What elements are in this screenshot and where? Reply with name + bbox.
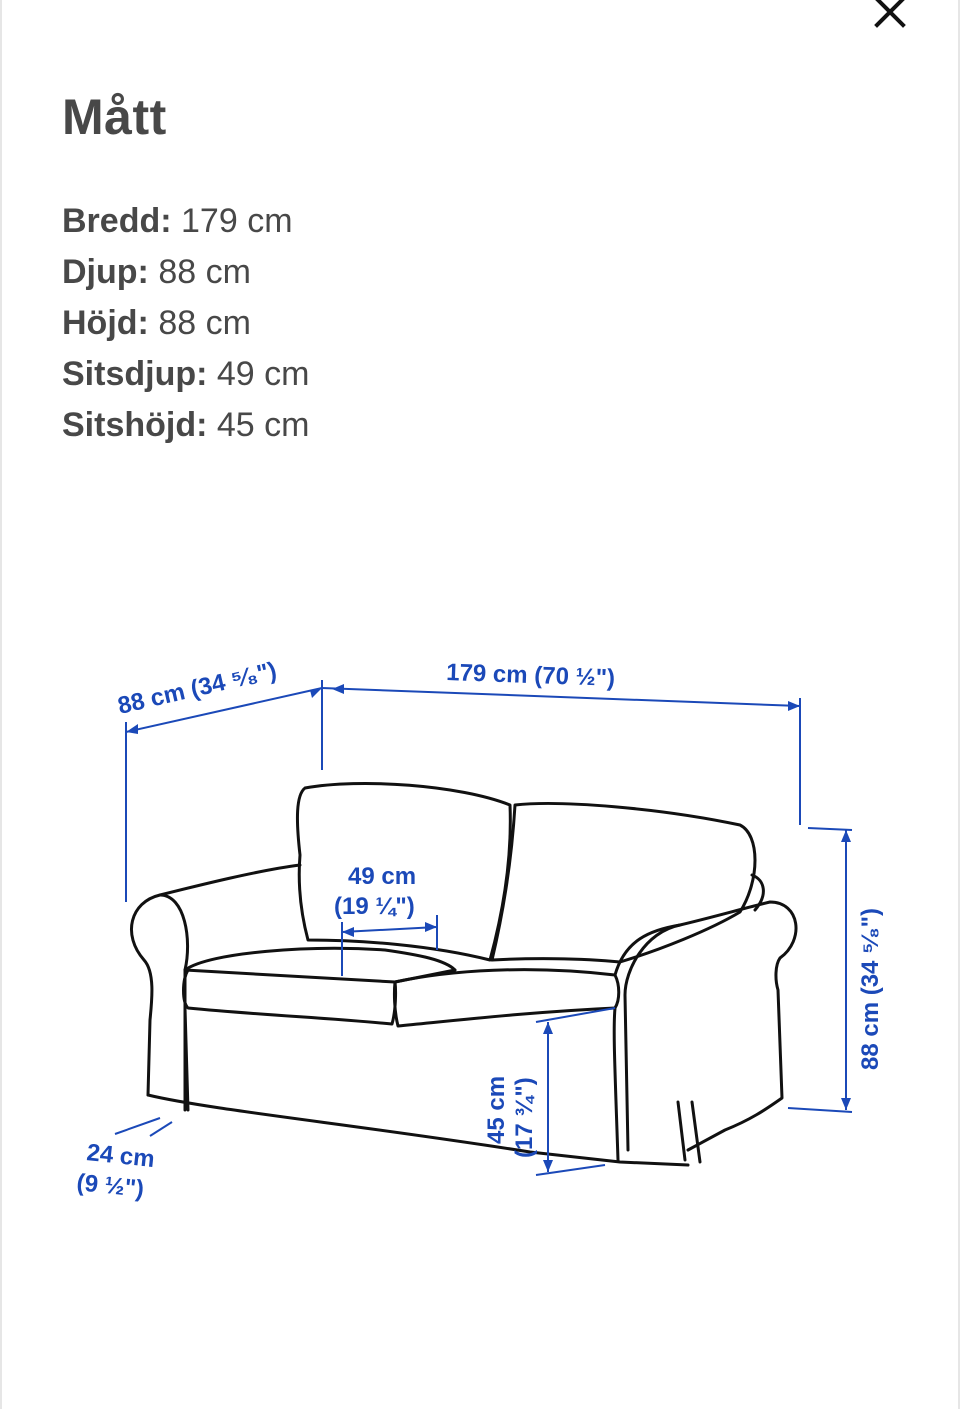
dimension-height xyxy=(62,298,309,349)
depth-label: 88 cm (34 ⁵⁄₈") xyxy=(115,657,280,720)
leg-cm-label: 24 cm xyxy=(85,1139,156,1174)
close-button[interactable] xyxy=(864,0,916,38)
dimension-seat-depth xyxy=(62,349,309,400)
seat-height-in-label: (17 ¾") xyxy=(511,1077,538,1158)
dimension-labels xyxy=(75,657,884,1203)
sofa-outline xyxy=(131,783,796,1165)
dimension-value: 88 cm xyxy=(158,253,251,291)
dimension-list xyxy=(62,196,309,451)
dimension-depth xyxy=(62,247,309,298)
dimension-width xyxy=(62,196,309,247)
close-icon xyxy=(873,0,907,29)
dimension-label: Sitshöjd: xyxy=(62,406,208,444)
dimension-seat-height xyxy=(62,400,309,451)
dimension-value: 179 cm xyxy=(181,202,293,240)
page-title: Mått xyxy=(62,89,167,145)
dimension-label: Höjd: xyxy=(62,304,149,342)
seat-depth-in-label: (19 ¼") xyxy=(334,893,415,920)
leg-in-label: (9 ½") xyxy=(75,1169,146,1204)
sofa-dimension-drawing xyxy=(60,640,900,1240)
dimension-value: 49 cm xyxy=(216,355,310,393)
panel-border-left xyxy=(0,0,2,1409)
dimension-value: 45 cm xyxy=(216,406,310,444)
seat-height-cm-label: 45 cm xyxy=(483,1075,510,1144)
dimension-label: Bredd: xyxy=(62,202,172,240)
dimension-label: Djup: xyxy=(62,253,149,291)
seat-depth-cm-label: 49 cm xyxy=(348,863,417,890)
dimension-value: 88 cm xyxy=(158,304,251,342)
height-label: 88 cm (34 ⁵⁄₈") xyxy=(857,908,884,1070)
dimension-label: Sitsdjup: xyxy=(62,355,208,393)
width-label: 179 cm (70 ½") xyxy=(445,659,616,692)
